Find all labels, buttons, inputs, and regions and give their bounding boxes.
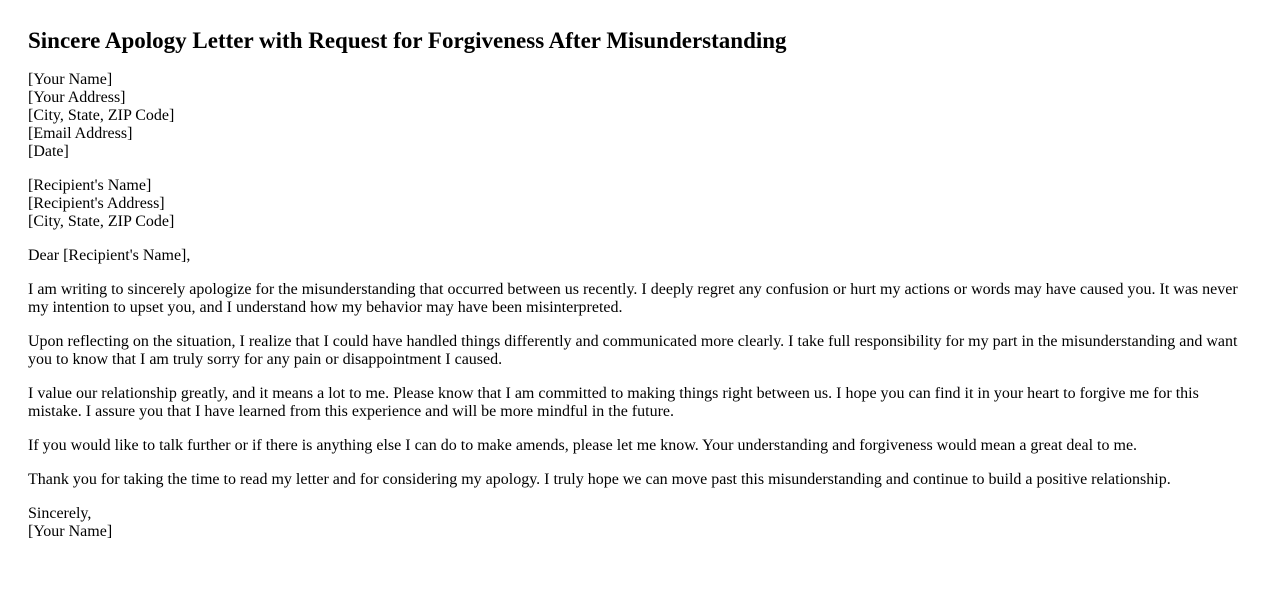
recipient-city-state-zip: [City, State, ZIP Code] <box>28 213 175 230</box>
salutation: Dear [Recipient's Name], <box>28 247 191 264</box>
closing-name: [Your Name] <box>28 523 113 540</box>
sender-block <box>28 71 1250 161</box>
letter-title: Sincere Apology Letter with Request for Forgiveness After Misunderstanding <box>28 28 787 53</box>
recipient-block <box>28 177 1250 231</box>
body-paragraph: I value our relationship greatly, and it means a lot to me. Please know that I am committed to making things right between us. I hope you can find it in your heart to forgive me for this mistake. I assure you that I have learned from this experience and will be more mindful in the future. <box>28 385 1199 420</box>
closing-block <box>28 505 1250 541</box>
recipient-address: [Recipient's Address] <box>28 195 165 212</box>
body-paragraph: I am writing to sincerely apologize for the misunderstanding that occurred between us recently. I deeply regret any confusion or hurt my actions or words may have caused you. It was never my intention to upset you, and I understand how my behavior may have been misinterpreted. <box>28 281 1238 316</box>
body-paragraph: If you would like to talk further or if there is anything else I can do to make amends, please let me know. Your understanding and forgiveness would mean a great deal to me. <box>28 437 1138 454</box>
body-paragraph: Upon reflecting on the situation, I realize that I could have handled things differently and communicated more clearly. I take full responsibility for my part in the misunderstanding and want you to know that I am truly sorry for any pain or disappointment I caused. <box>28 333 1238 368</box>
sender-address: [Your Address] <box>28 89 126 106</box>
recipient-name: [Recipient's Name] <box>28 177 152 194</box>
letter-date: [Date] <box>28 143 69 160</box>
closing-signoff: Sincerely, <box>28 505 92 522</box>
body-paragraph: Thank you for taking the time to read my letter and for considering my apology. I truly hope we can move past this misunderstanding and continue to build a positive relationship. <box>28 471 1171 488</box>
sender-name: [Your Name] <box>28 71 113 88</box>
sender-city-state-zip: [City, State, ZIP Code] <box>28 107 175 124</box>
sender-email: [Email Address] <box>28 125 133 142</box>
